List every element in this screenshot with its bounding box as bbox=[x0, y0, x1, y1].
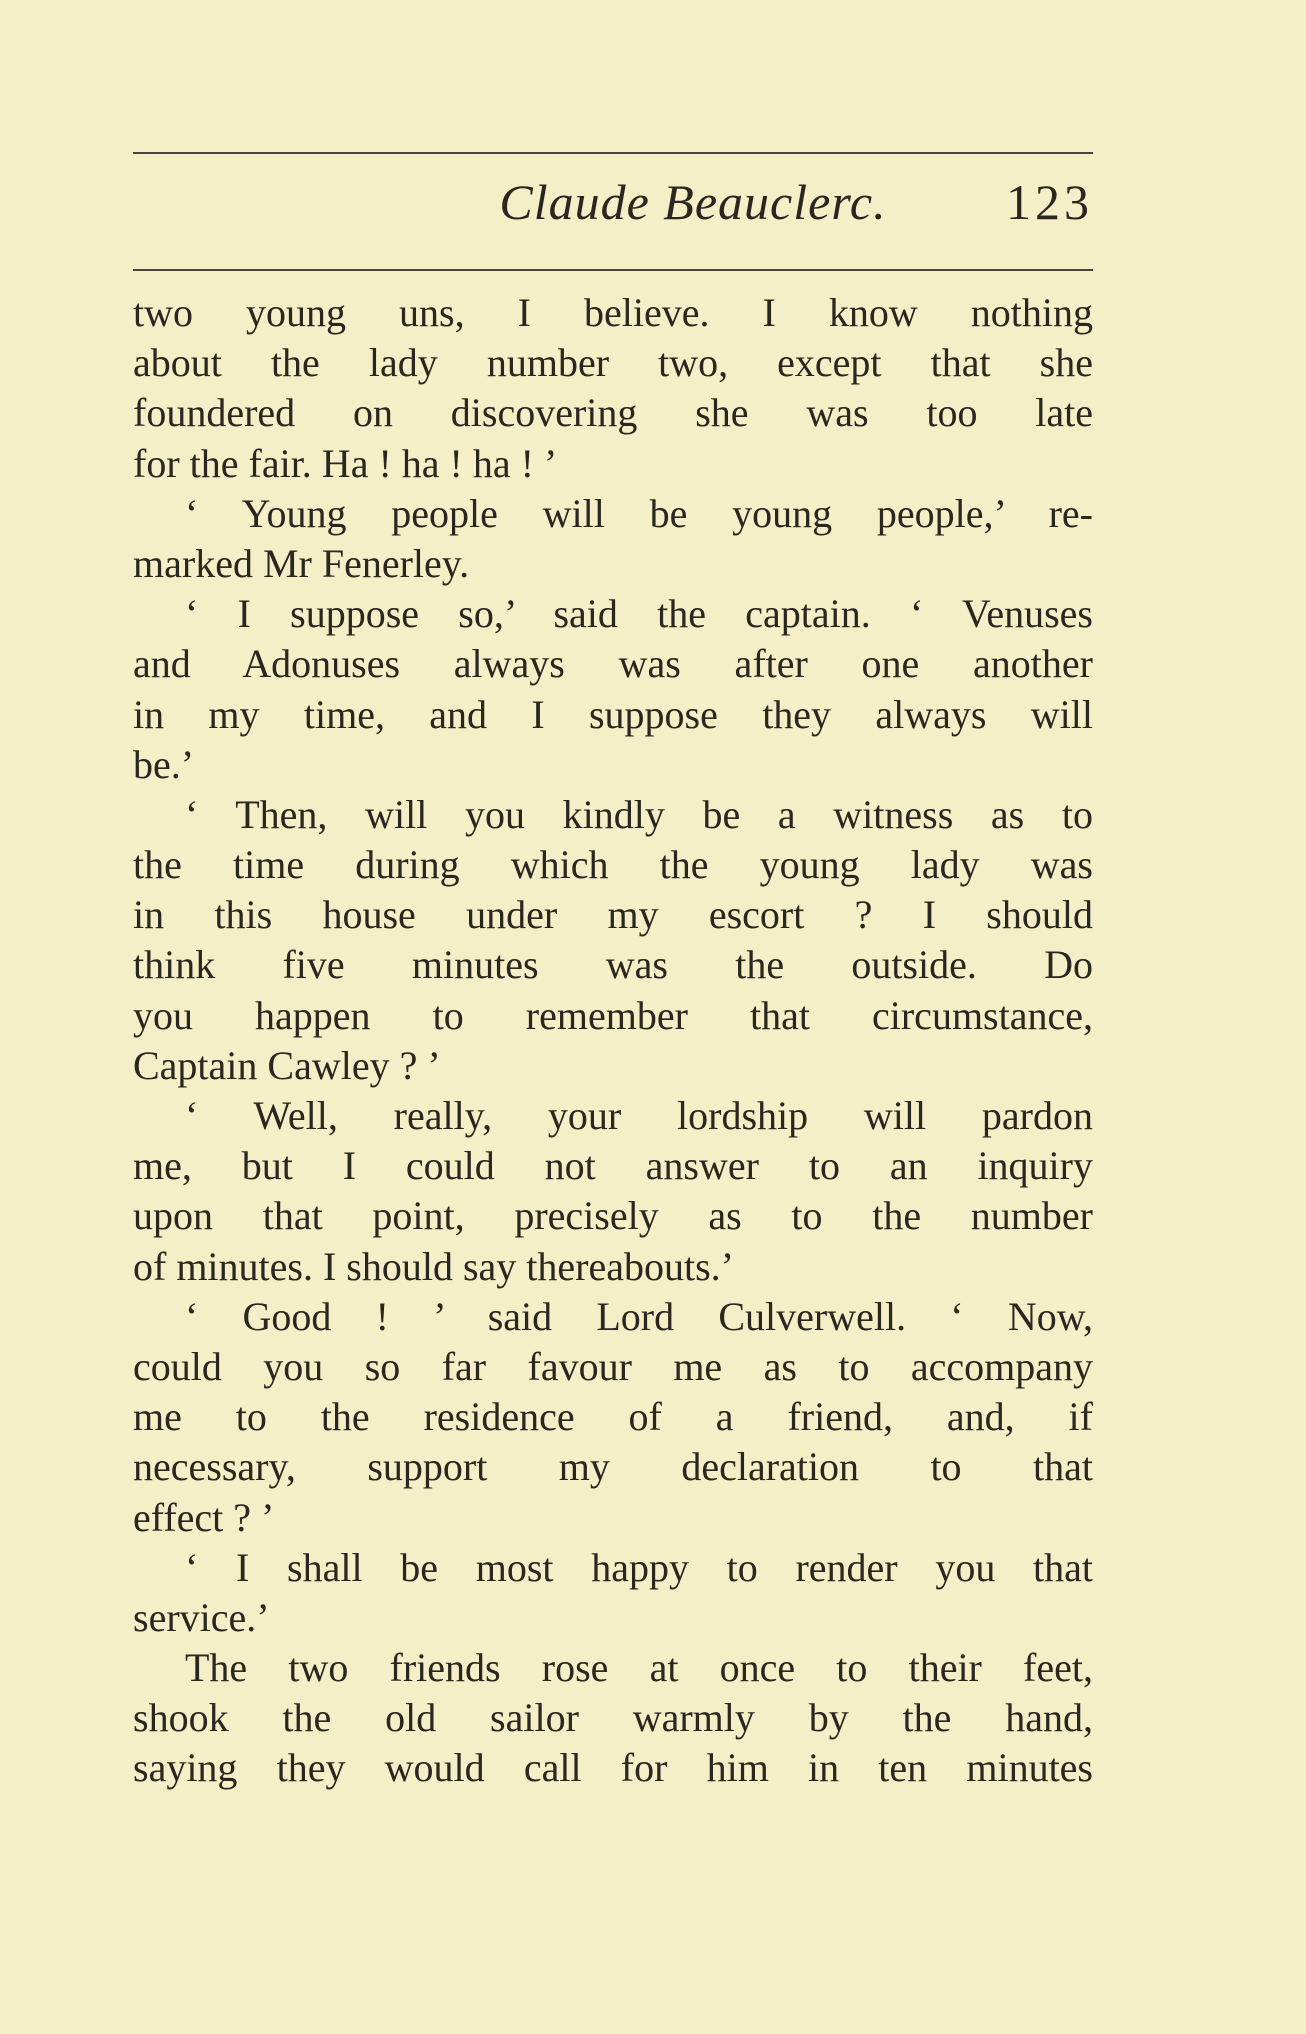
text-line: ‘ I suppose so,’ said the captain. ‘ Venuses bbox=[185, 591, 1093, 637]
text-line: saying they would call for him in ten minutes bbox=[133, 1745, 1093, 1791]
text-line: two young uns, I believe. I know nothing bbox=[133, 290, 1093, 335]
text-line: could you so far favour me as to accompany bbox=[133, 1343, 1093, 1389]
text-line: ‘ Young people will be young people,’ re- bbox=[185, 490, 1093, 536]
text-line: for the fair. Ha ! ha ! ha ! ’ bbox=[133, 440, 558, 486]
running-title: Claude Beauclerc. bbox=[499, 174, 887, 230]
text-line: the time during which the young lady was bbox=[133, 842, 1093, 888]
header-rule-top bbox=[133, 152, 1093, 154]
text-line: upon that point, precisely as to the number bbox=[133, 1193, 1093, 1239]
header-rule-bottom bbox=[133, 269, 1093, 271]
text-line: in this house under my escort ? I should bbox=[133, 892, 1093, 938]
text-line: ‘ Then, will you kindly be a witness as to bbox=[185, 791, 1093, 837]
text-line: ‘ I shall be most happy to render you that bbox=[185, 1544, 1093, 1590]
text-line: ‘ Well, really, your lordship will pardon bbox=[185, 1093, 1093, 1138]
text-line: you happen to remember that circumstance, bbox=[133, 992, 1093, 1038]
running-head bbox=[133, 172, 1093, 252]
text-line: of minutes. I should say thereabouts.’ bbox=[133, 1243, 734, 1289]
text-line: me to the residence of a friend, and, if bbox=[133, 1394, 1093, 1440]
text-line: me, but I could not answer to an inquiry bbox=[133, 1143, 1093, 1189]
text-line: service.’ bbox=[133, 1594, 270, 1640]
text-line: marked Mr Fenerley. bbox=[133, 540, 470, 586]
text-line: and Adonuses always was after one another bbox=[133, 641, 1093, 687]
text-line: think five minutes was the outside. Do bbox=[133, 942, 1093, 988]
text-line: necessary, support my declaration to that bbox=[133, 1444, 1093, 1490]
text-line: foundered on discovering she was too late bbox=[133, 390, 1093, 436]
text-line: in my time, and I suppose they always will bbox=[133, 691, 1093, 737]
text-line: be.’ bbox=[133, 741, 195, 787]
body-text bbox=[133, 288, 1093, 1794]
text-line: ‘ Good ! ’ said Lord Culverwell. ‘ Now, bbox=[185, 1293, 1093, 1339]
page-number: 123 bbox=[1006, 174, 1093, 230]
text-line: effect ? ’ bbox=[133, 1494, 275, 1540]
text-line: about the lady number two, except that she bbox=[133, 340, 1093, 386]
text-line: The two friends rose at once to their feet, bbox=[185, 1645, 1093, 1691]
text-line: shook the old sailor warmly by the hand, bbox=[133, 1695, 1093, 1741]
text-line: Captain Cawley ? ’ bbox=[133, 1042, 441, 1088]
